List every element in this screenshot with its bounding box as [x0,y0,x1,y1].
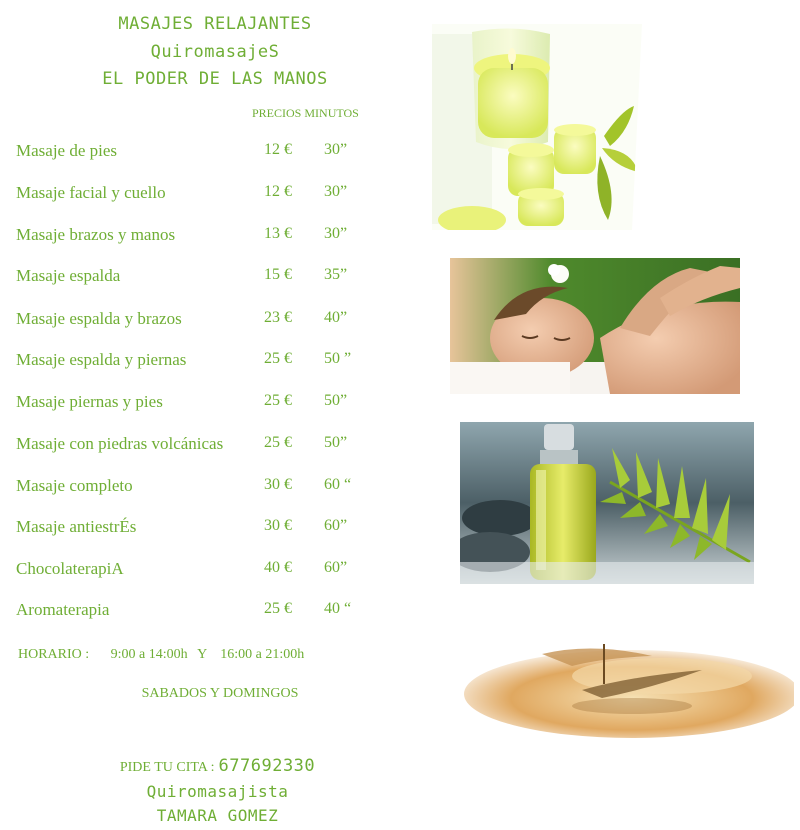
tagline: EL PODER DE LAS MANOS [102,69,328,89]
service-row [16,225,416,249]
service-name: Masaje espalda y brazos [16,309,182,328]
contact-role: Quiromasajista [146,782,289,801]
service-minutes: 30” [324,141,348,158]
service-row [16,350,416,374]
service-price: 15 € [264,266,292,283]
service-price: 23 € [264,309,292,326]
service-row [16,559,416,583]
contact-line [0,756,435,776]
contact-phone: 677692330 [218,756,316,776]
service-price: 25 € [264,350,292,367]
schedule [18,647,304,663]
service-minutes: 60” [324,559,348,576]
service-minutes: 60 “ [324,476,352,493]
service-name: Masaje espalda y piernas [16,350,187,369]
service-row [16,309,416,333]
column-header-precios [252,106,359,121]
service-row [16,600,416,624]
service-name: Masaje brazos y manos [16,225,176,244]
schedule-join: Y [197,647,207,662]
service-name: ChocolaterapiA [16,559,124,578]
oil-drop-illustration [452,636,794,740]
service-minutes: 50 ” [324,350,352,367]
service-row [16,392,416,416]
schedule-morning: 9:00 a 14:00h [110,647,188,662]
service-price: 25 € [264,434,292,451]
service-name: Masaje antiestrÉs [16,517,137,536]
service-name: Masaje con piedras volcánicas [16,434,224,453]
service-row [16,266,416,290]
service-price: 40 € [264,559,292,576]
back-massage-photo [450,258,740,394]
service-minutes: 50” [324,434,348,451]
service-minutes: 60” [324,517,348,534]
service-price: 12 € [264,183,292,200]
contact-label: PIDE TU CITA : [119,760,215,775]
service-minutes: 35” [324,266,348,283]
service-price: 25 € [264,392,292,409]
service-name: Masaje piernas y pies [16,392,163,411]
service-price: 30 € [264,476,292,493]
service-minutes: 30” [324,183,348,200]
oil-bottle-fern-photo [460,422,754,584]
schedule-weekend: SABADOS Y DOMINGOS [141,686,299,701]
service-minutes: 50” [324,392,348,409]
candles-illustration [432,24,644,230]
precios-label: PRECIOS [252,106,302,120]
service-row [16,434,416,458]
service-price: 13 € [264,225,292,242]
service-name: Masaje facial y cuello [16,183,166,202]
massage-illustration [450,258,740,394]
service-minutes: 40 “ [324,600,352,617]
service-row [16,141,416,165]
service-row [16,183,416,207]
schedule-label: HORARIO : [18,647,90,662]
contact-name: TAMARA GOMEZ [156,806,279,825]
service-name: Masaje de pies [16,141,118,160]
minutos-label: MINUTOS [304,106,359,120]
oil-drop-photo [452,636,794,740]
schedule-evening: 16:00 a 21:00h [220,647,305,662]
service-row [16,476,416,500]
service-price: 30 € [264,517,292,534]
service-minutes: 40” [324,309,348,326]
oil-bottle-illustration [460,422,754,584]
service-name: Masaje completo [16,476,133,495]
service-row [16,517,416,541]
service-price: 12 € [264,141,292,158]
page-title: MASAJES RELAJANTES [118,14,312,34]
service-name: Masaje espalda [16,266,121,285]
candles-photo [432,24,644,230]
service-minutes: 30” [324,225,348,242]
service-price: 25 € [264,600,292,617]
service-name: Aromaterapia [16,600,110,619]
subtitle: QuiromasajeS [150,42,280,62]
